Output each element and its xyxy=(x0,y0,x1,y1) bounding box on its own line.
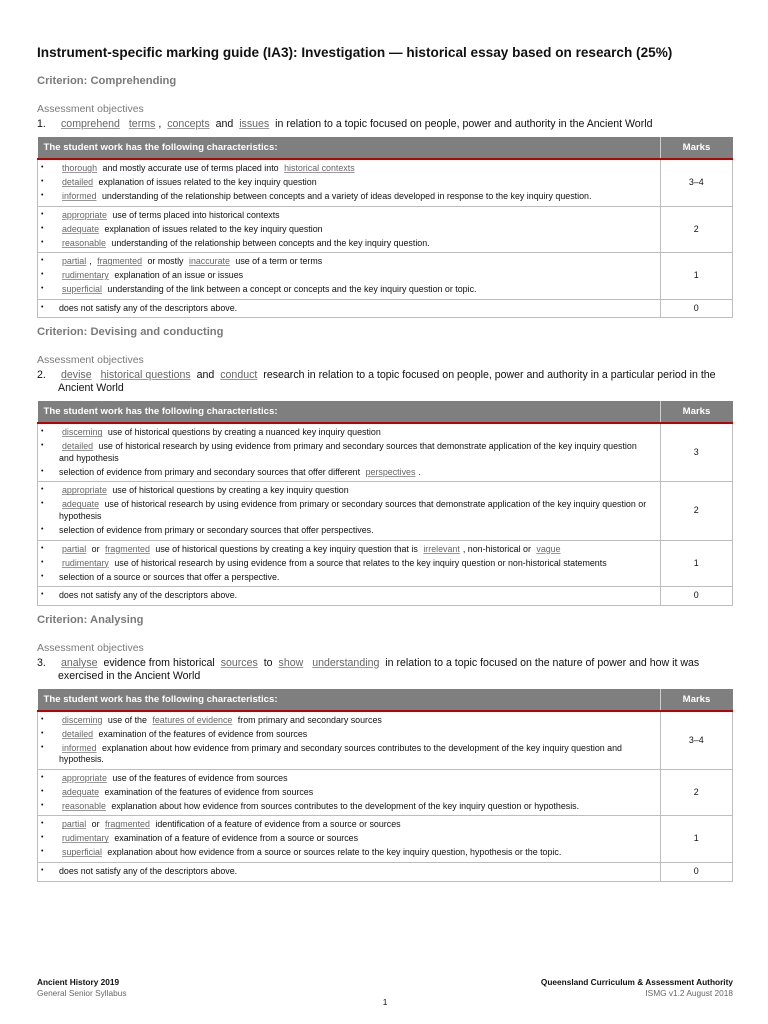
descriptor xyxy=(41,191,654,203)
footer-subject: Ancient History 2019 xyxy=(37,977,120,987)
descriptor xyxy=(41,819,654,831)
assessment-objectives-heading: Assessment objectives xyxy=(37,641,144,654)
descriptor-text xyxy=(59,833,654,845)
bullet-icon: • xyxy=(41,271,44,279)
descriptor xyxy=(41,467,654,479)
bullet-icon: • xyxy=(41,834,44,842)
descriptor xyxy=(41,163,654,175)
glossary-term: adequate xyxy=(62,499,100,510)
bullet-icon: • xyxy=(41,848,44,856)
descriptor-text xyxy=(59,866,654,878)
text-run: use of the xyxy=(105,714,150,725)
table-row xyxy=(38,769,733,816)
descriptor-text xyxy=(59,163,654,175)
glossary-term: detailed xyxy=(62,728,94,739)
glossary-term: detailed xyxy=(62,441,94,452)
glossary-term: reasonable xyxy=(62,800,106,811)
descriptor-text xyxy=(59,467,654,479)
descriptor xyxy=(41,572,654,584)
bullet-icon: • xyxy=(41,164,44,171)
bullet-icon: • xyxy=(41,285,44,293)
text-run: or xyxy=(89,819,103,830)
document-page xyxy=(37,44,733,890)
marking-table xyxy=(37,401,733,605)
glossary-term: conduct xyxy=(220,369,258,382)
descriptor xyxy=(41,801,654,813)
descriptor xyxy=(41,485,654,497)
table-row xyxy=(38,816,733,863)
descriptor-text xyxy=(59,801,654,813)
marks-header: Marks xyxy=(660,137,733,159)
bullet-icon: • xyxy=(41,191,44,199)
bullet-icon: • xyxy=(41,210,44,218)
descriptors-cell xyxy=(38,423,661,482)
descriptors-cell xyxy=(38,863,661,882)
footer-version: ISMG v1.2 August 2018 xyxy=(645,987,733,998)
table-header-row xyxy=(38,401,733,423)
glossary-term: reasonable xyxy=(62,237,106,248)
text-run: selection of evidence from primary or secondary sources that offer perspectives. xyxy=(59,525,374,535)
text-run: use of historical questions by creating a key inquiry question xyxy=(109,485,349,496)
bullet-icon: • xyxy=(41,743,44,751)
marks-cell: 2 xyxy=(660,482,733,540)
objective-number: 1. xyxy=(37,118,46,130)
footer-left xyxy=(37,977,126,998)
bullet-icon: • xyxy=(41,303,44,311)
descriptors-cell xyxy=(38,206,661,253)
descriptor-text xyxy=(59,441,654,464)
glossary-term: concepts xyxy=(167,118,210,130)
glossary-term: fragmented xyxy=(105,543,150,554)
table-row xyxy=(38,253,733,300)
objective-text xyxy=(58,657,733,683)
glossary-term: understanding xyxy=(312,656,380,669)
table-row xyxy=(38,159,733,206)
glossary-term: rudimentary xyxy=(62,833,109,844)
bullet-icon: • xyxy=(41,428,44,436)
text-run: , xyxy=(89,256,95,267)
marks-cell: 0 xyxy=(660,587,733,606)
descriptor xyxy=(41,303,654,315)
document-title: Instrument-specific marking guide (IA3): Investigation — historical essay based on research (25%) xyxy=(37,45,673,60)
marks-cell: 0 xyxy=(660,299,733,318)
glossary-term: informed xyxy=(62,742,97,753)
descriptor xyxy=(41,866,654,878)
descriptor-text xyxy=(59,544,654,556)
descriptor-text xyxy=(59,485,654,497)
descriptor xyxy=(41,558,654,570)
table-row xyxy=(38,540,733,587)
descriptor-text xyxy=(59,256,654,268)
descriptor-text xyxy=(59,224,654,236)
descriptor-text xyxy=(59,191,654,203)
glossary-term: features of evidence xyxy=(152,714,233,725)
table-row xyxy=(38,423,733,482)
objective-number: 3. xyxy=(37,656,46,669)
descriptor xyxy=(41,590,654,602)
descriptors-cell xyxy=(38,159,661,206)
glossary-term: detailed xyxy=(62,176,94,187)
text-run: and mostly accurate use of terms placed into xyxy=(100,163,282,173)
text-run: examination of the features of evidence from sources xyxy=(96,728,308,739)
assessment-objectives-heading: Assessment objectives xyxy=(37,103,144,115)
text-run: use of terms placed into historical contexts xyxy=(109,209,280,220)
text-run: examination of a feature of evidence from a source or sources xyxy=(111,833,359,844)
marks-header: Marks xyxy=(660,689,733,711)
descriptor-text xyxy=(59,238,654,250)
bullet-icon: • xyxy=(41,773,44,781)
bullet-icon: • xyxy=(41,572,44,580)
descriptor xyxy=(41,715,654,727)
glossary-term: irrelevant xyxy=(423,543,460,554)
bullet-icon: • xyxy=(41,867,44,875)
text-run: does not satisfy any of the descriptors above. xyxy=(59,866,238,877)
glossary-term: fragmented xyxy=(97,256,143,267)
text-run: use of the features of evidence from sources xyxy=(109,772,288,783)
marks-cell: 3 xyxy=(660,423,733,482)
descriptor xyxy=(41,238,654,250)
text-run: selection of evidence from primary and secondary sources that offer different xyxy=(59,466,363,477)
glossary-term: appropriate xyxy=(62,772,107,783)
descriptors-cell xyxy=(38,816,661,863)
glossary-term: sources xyxy=(220,656,258,669)
descriptor xyxy=(41,256,654,268)
footer-syllabus: General Senior Syllabus xyxy=(37,987,127,998)
assessment-objective xyxy=(37,369,733,395)
descriptor xyxy=(41,427,654,439)
text-run: use of a term or terms xyxy=(232,256,323,267)
text-run: and xyxy=(212,118,237,130)
table-row xyxy=(38,299,733,318)
glossary-term: vague xyxy=(536,543,561,554)
descriptor xyxy=(41,833,654,845)
descriptor-text xyxy=(59,773,654,785)
glossary-term: perspectives xyxy=(365,466,416,477)
glossary-term: partial xyxy=(62,256,87,267)
bullet-icon: • xyxy=(41,238,44,246)
text-run: use of historical questions by creating a key inquiry question that is xyxy=(152,543,421,554)
footer-authority: Queensland Curriculum & Assessment Authority xyxy=(540,977,733,987)
glossary-term: appropriate xyxy=(62,485,107,496)
descriptor xyxy=(41,787,654,799)
glossary-term: superficial xyxy=(62,284,102,295)
descriptor xyxy=(41,224,654,236)
bullet-icon: • xyxy=(41,729,44,737)
glossary-term: rudimentary xyxy=(62,270,109,281)
glossary-term: adequate xyxy=(62,223,100,234)
bullet-icon: • xyxy=(41,544,44,552)
marks-cell: 2 xyxy=(660,769,733,816)
table-header-row xyxy=(38,137,733,159)
bullet-icon: • xyxy=(41,801,44,809)
glossary-term: discerning xyxy=(62,714,103,725)
descriptor-text xyxy=(59,427,654,439)
glossary-term: thorough xyxy=(62,163,98,173)
table-header-row xyxy=(38,689,733,711)
descriptor-text xyxy=(59,729,654,741)
descriptors-cell xyxy=(38,482,661,540)
descriptor xyxy=(41,847,654,859)
marks-cell: 3–4 xyxy=(660,711,733,770)
assessment-objective xyxy=(37,657,733,683)
characteristics-header: The student work has the following characteristics: xyxy=(38,137,661,159)
descriptor-text xyxy=(59,847,654,859)
glossary-term: fragmented xyxy=(105,819,150,830)
descriptor xyxy=(41,743,654,766)
bullet-icon: • xyxy=(41,442,44,450)
descriptor xyxy=(41,177,654,189)
descriptor xyxy=(41,525,654,537)
objective-text xyxy=(58,118,733,131)
glossary-term: historical contexts xyxy=(284,163,355,173)
text-run: identification of a feature of evidence from a source or sources xyxy=(152,819,401,830)
descriptor-text xyxy=(59,210,654,222)
text-run: , xyxy=(158,118,165,130)
descriptors-cell xyxy=(38,711,661,770)
text-run: selection of a source or sources that offer a perspective. xyxy=(59,571,280,582)
marks-cell: 1 xyxy=(660,540,733,587)
text-run: explanation about how evidence from a source or sources relate to the key inquiry question, hypothesis or the topic. xyxy=(104,847,562,858)
assessment-objective xyxy=(37,118,733,131)
criterion-title: Criterion: Analysing xyxy=(37,613,144,626)
table-row xyxy=(38,482,733,540)
page-number: 1 xyxy=(382,997,388,1007)
text-run: explanation about how evidence from sources contributes to the development of the key inquiry question or hypothesis. xyxy=(108,800,580,811)
descriptor-text xyxy=(59,270,654,282)
descriptor-text xyxy=(59,558,654,570)
bullet-icon: • xyxy=(41,787,44,795)
descriptor-text xyxy=(59,715,654,727)
descriptor-text xyxy=(59,819,654,831)
text-run: and xyxy=(193,369,218,382)
text-run: , non-historical or xyxy=(462,543,534,554)
bullet-icon: • xyxy=(41,500,44,508)
bullet-icon: • xyxy=(41,486,44,494)
descriptor xyxy=(41,729,654,741)
descriptor-text xyxy=(59,572,654,584)
text-run: understanding of the relationship between concepts and a variety of ideas developed in response to the key inquiry question. xyxy=(99,190,592,201)
text-run: understanding of the link between a concept or concepts and the key inquiry question or topic. xyxy=(104,284,477,295)
text-run: explanation of issues related to the key inquiry question xyxy=(96,176,317,187)
text-run: in relation to a topic focused on the nature of power and how it was exercised in the Ancient World xyxy=(58,656,700,682)
descriptor-text xyxy=(59,590,654,602)
glossary-term: adequate xyxy=(62,786,100,797)
text-run: or mostly xyxy=(145,256,186,267)
criterion-title: Criterion: Comprehending xyxy=(37,75,177,87)
text-run: from primary and secondary sources xyxy=(235,714,382,725)
assessment-objectives-heading: Assessment objectives xyxy=(37,354,144,367)
descriptor xyxy=(41,210,654,222)
table-row xyxy=(38,863,733,882)
text-run: understanding of the relationship between concepts and the key inquiry question. xyxy=(108,237,430,248)
objective-text xyxy=(58,369,733,395)
glossary-term: discerning xyxy=(62,427,103,438)
marks-header: Marks xyxy=(660,401,733,423)
bullet-icon: • xyxy=(41,820,44,828)
text-run: evidence from historical xyxy=(100,656,218,669)
descriptor xyxy=(41,441,654,464)
table-row xyxy=(38,711,733,770)
bullet-icon: • xyxy=(41,591,44,599)
text-run: or xyxy=(89,543,103,554)
glossary-term: devise xyxy=(61,369,92,382)
text-run: examination of the features of evidence from sources xyxy=(102,786,314,797)
marks-cell: 1 xyxy=(660,253,733,300)
text-run: . xyxy=(418,466,421,477)
descriptor-text xyxy=(59,284,654,296)
text-run: explanation about how evidence from primary and secondary sources contributes to the development of the key inquiry question and hypothesis. xyxy=(59,742,622,765)
bullet-icon: • xyxy=(41,177,44,185)
marking-table xyxy=(37,137,733,318)
descriptor-text xyxy=(59,177,654,189)
text-run: to xyxy=(260,656,276,669)
objective-number: 2. xyxy=(37,369,46,382)
descriptor xyxy=(41,284,654,296)
text-run: use of historical questions by creating a nuanced key inquiry question xyxy=(105,427,381,438)
glossary-term: terms xyxy=(128,118,156,130)
glossary-term: analyse xyxy=(61,656,98,669)
descriptor-text xyxy=(59,787,654,799)
descriptor-text xyxy=(59,743,654,766)
footer-right xyxy=(541,977,733,998)
glossary-term: show xyxy=(278,656,304,669)
bullet-icon: • xyxy=(41,558,44,566)
text-run: use of historical research by using evidence from a source that relates to the key inquiry question or non-historical statements xyxy=(111,557,607,568)
bullet-icon: • xyxy=(41,467,44,475)
text-run: does not satisfy any of the descriptors above. xyxy=(59,302,238,313)
bullet-icon: • xyxy=(41,257,44,265)
text-run: explanation of an issue or issues xyxy=(111,270,244,281)
descriptor xyxy=(41,544,654,556)
text-run: does not satisfy any of the descriptors above. xyxy=(59,590,238,601)
text-run: research in relation to a topic focused on people, power and authority in a particular period in the Ancient World xyxy=(58,369,716,395)
glossary-term: issues xyxy=(239,118,270,130)
glossary-term: comprehend xyxy=(61,118,120,130)
marks-cell: 2 xyxy=(660,206,733,253)
table-row xyxy=(38,587,733,606)
marks-cell: 3–4 xyxy=(660,159,733,206)
criterion-title: Criterion: Devising and conducting xyxy=(37,326,224,339)
marks-cell: 1 xyxy=(660,816,733,863)
marking-table xyxy=(37,689,733,882)
characteristics-header: The student work has the following characteristics: xyxy=(38,689,661,711)
criteria-sections xyxy=(37,75,733,882)
glossary-term: rudimentary xyxy=(62,557,109,568)
glossary-term: superficial xyxy=(62,847,102,858)
descriptor-text xyxy=(59,525,654,537)
descriptors-cell xyxy=(38,299,661,318)
glossary-term: appropriate xyxy=(62,209,107,220)
text-run: in relation to a topic focused on people, power and authority in the Ancient World xyxy=(272,118,653,130)
table-row xyxy=(38,206,733,253)
text-run: use of historical research by using evidence from primary or secondary sources that demonstrate application of the key inquiry question or hypothesis xyxy=(59,499,647,522)
marks-cell: 0 xyxy=(660,863,733,882)
characteristics-header: The student work has the following characteristics: xyxy=(38,401,661,423)
text-run: use of historical research by using evidence from primary and secondary sources that demonstrate application of the key inquiry question and hypothesis xyxy=(59,441,637,463)
descriptor xyxy=(41,270,654,282)
glossary-term: partial xyxy=(62,543,87,554)
descriptors-cell xyxy=(38,587,661,606)
descriptor-text xyxy=(59,499,654,522)
descriptors-cell xyxy=(38,540,661,587)
descriptor-text xyxy=(59,303,654,315)
bullet-icon: • xyxy=(41,526,44,533)
bullet-icon: • xyxy=(41,715,44,723)
glossary-term: historical questions xyxy=(100,369,191,382)
descriptors-cell xyxy=(38,769,661,816)
glossary-term: informed xyxy=(62,190,97,201)
glossary-term: inaccurate xyxy=(188,256,230,267)
descriptors-cell xyxy=(38,253,661,300)
glossary-term: partial xyxy=(62,819,87,830)
bullet-icon: • xyxy=(41,224,44,232)
descriptor xyxy=(41,499,654,522)
text-run: explanation of issues related to the key inquiry question xyxy=(102,223,323,234)
descriptor xyxy=(41,773,654,785)
